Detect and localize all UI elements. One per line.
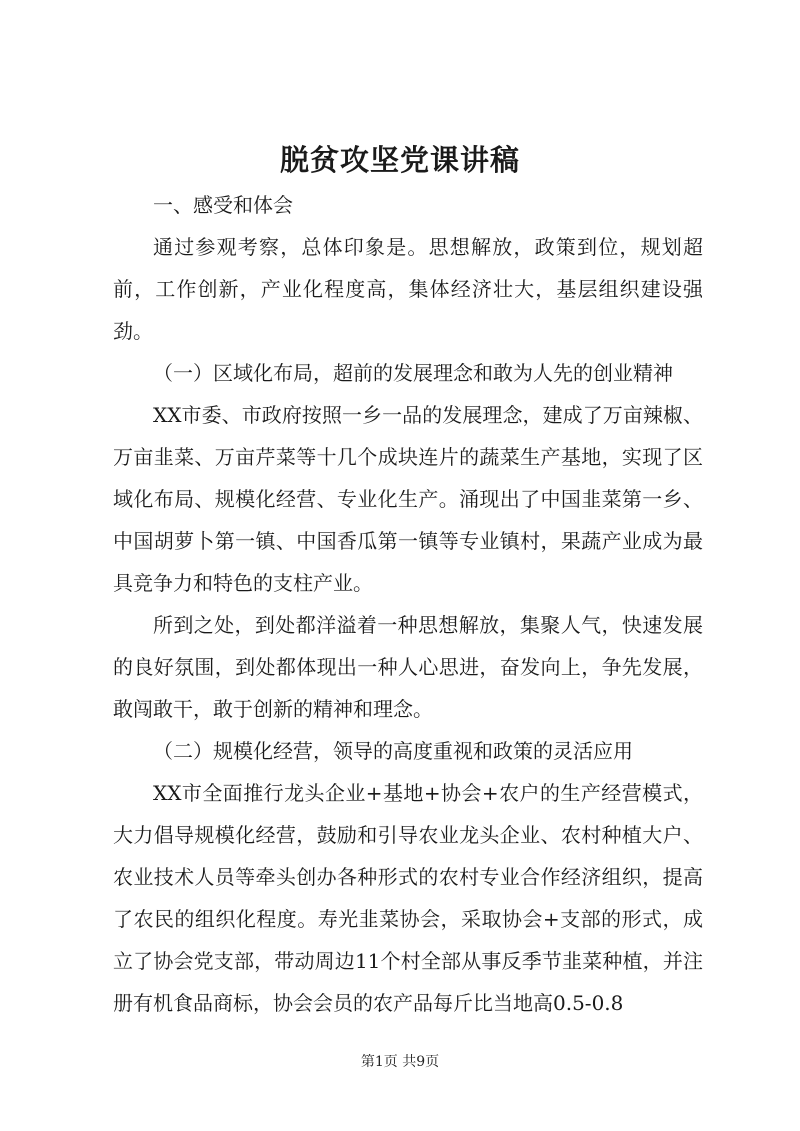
paragraph: XX市全面推行龙头企业+基地+协会+农户的生产经营模式，大力倡导规模化经营，鼓励和引导农业龙头企业、农村种植大户、农业技术人员等牵头创办各种形式的农村专业合作经济组织，提高了农民的组织化程度。寿光韭菜协会，采取协会+支部的形式，成立了协会党支部，带动周边11个村全部从事反季节韭菜种植，并注册有机食品商标，协会会员的农产品每斤比当地高0.5-0.8 [113, 781, 703, 1015]
paragraph: XX市委、市政府按照一乡一品的发展理念，建成了万亩辣椒、万亩韭菜、万亩芹菜等十几个成块连片的蔬菜生产基地，实现了区域化布局、规模化经营、专业化生产。涌现出了中国韭菜第一乡、中国胡萝卜第一镇、中国香瓜第一镇等专业镇村，果蔬产业成为最具竞争力和特色的支柱产业。 [113, 403, 703, 595]
paragraph: 所到之处，到处都洋溢着一种思想解放，集聚人气，快速发展的良好氛围，到处都体现出一种人心思进，奋发向上，争先发展，敢闯敢干，敢于创新的精神和理念。 [113, 613, 703, 721]
document-title: 脱贫攻坚党课讲稿 [279, 143, 520, 177]
section-heading: 一、感受和体会 [153, 193, 293, 217]
document-body [113, 184, 703, 1024]
paragraph: 通过参观考察，总体印象是。思想解放，政策到位，规划超前，工作创新，产业化程度高，集体经济壮大，基层组织建设强劲。 [113, 235, 703, 343]
page-number: 第1页 共9页 [360, 1054, 440, 1070]
subsection-heading: （一）区域化布局，超前的发展理念和敢为人先的创业精神 [153, 361, 673, 385]
subsection-heading: （二）规模化经营，领导的高度重视和政策的灵活应用 [153, 739, 633, 763]
